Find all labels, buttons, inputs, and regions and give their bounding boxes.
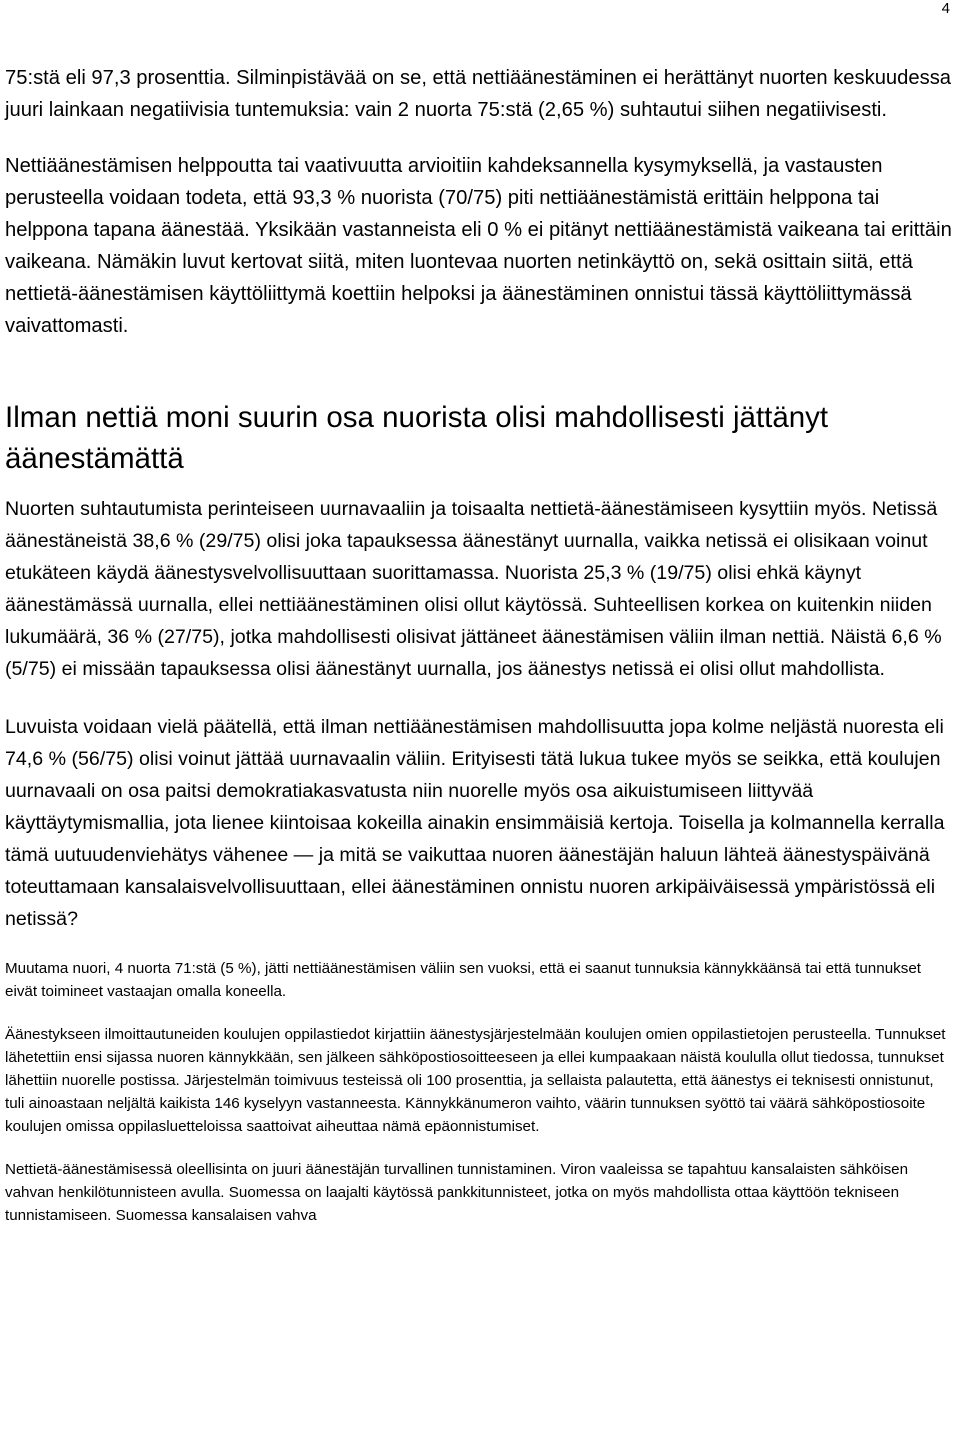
page-number: 4: [941, 0, 950, 17]
section-heading: Ilman nettiä moni suurin osa nuorista olisi mahdollisesti jättänyt äänestämättä: [5, 401, 829, 475]
paragraph-ballot-attitudes: Nuorten suhtautumista perinteiseen uurnavaaliin ja toisaalta nettietä-äänestämiseen kysyttiin myös. Netissä äänestäneistä 38,6 % (29/75) olisi joka tapauksessa äänestänyt uurnalla, vaikka netissä ei olisikaan voinut etukäteen käydä äänestysvelvollisuuttaan suorittamassa. Nuorista 25,3 % (19/75) olisi ehkä käynyt äänestämässä uurnalla, ellei nettiäänestäminen olisi ollut käytössä. Suhteellisen korkea on kuitenkin niiden lukumäärä, 36 % (27/75), jotka mahdollisesti olisivat jättäneet äänestämisen väliin ilman nettiä. Näistä 6,6 % (5/75) ei missään tapauksessa olisi äänestänyt uurnalla, jos äänestys netissä ei olisi ollut mahdollista.: [5, 498, 942, 680]
paragraph-intro-continuation: 75:stä eli 97,3 prosenttia. Silminpistävää on se, että nettiäänestäminen ei herättänyt nuorten keskuudessa juuri lainkaan negatiivisia tuntemuksia: vain 2 nuorta 75:stä (2,65 %) suhtautui siihen negatiivisesti.: [5, 67, 952, 121]
paragraph-registration-system: Äänestykseen ilmoittautuneiden koulujen oppilastiedot kirjattiin äänestysjärjestelmään koulujen omien oppilastietojen perusteella. Tunnukset lähetettiin ensi sijassa nuoren kännykkään, sen jälkeen sähköpostiosoitteeseen ja ellei kumpaakaan näistä koululla ollut tiedossa, tunnukset lähettiin nuorelle postissa. Järjestelmän toimivuus testeissä oli 100 prosenttia, ja sellaista palautetta, että äänestys ei teknisesti onnistunut, tuli ainoastaan neljältä kaikista 146 kyselyyn vastanneesta. Kännykkänumeron vaihto, väärin tunnuksen syöttö tai väärä sähköpostiosoite koulujen omissa oppilasluetteloissa saattoivat aiheuttaa nämä epäonnistumiset.: [5, 1026, 946, 1135]
document-body: [5, 62, 953, 1227]
paragraph-failed-credentials: Muutama nuori, 4 nuorta 71:stä (5 %), jätti nettiäänestämisen väliin sen vuoksi, että ei saanut tunnuksia kännykkäänsä tai että tunnukset eivät toimineet vastaajan omalla koneella.: [5, 960, 921, 1000]
paragraph-ease-of-voting: Nettiäänestämisen helppoutta tai vaativuutta arvioitiin kahdeksannella kysymyksellä, ja vastausten perusteella voidaan todeta, että 93,3 % nuorista (70/75) piti nettiäänestämistä erittäin helppona tai helppona tapana äänestää. Yksikään vastanneista eli 0 % ei pitänyt nettiäänestämistä vaikeana tai erittäin vaikeana. Nämäkin luvut kertovat siitä, miten luontevaa nuorten netinkäyttö on, sekä osittain siitä, että nettietä-äänestämisen käyttöliittymä koettiin helpoksi ja äänestäminen onnistui tässä käyttöliittymässä vaivattomasti.: [5, 155, 952, 337]
paragraph-conclusions: Luvuista voidaan vielä päätellä, että ilman nettiäänestämisen mahdollisuutta jopa kolme neljästä nuoresta eli 74,6 % (56/75) olisi voinut jättää uurnavaalin väliin. Erityisesti tätä lukua tukee myös se seikka, että koulujen uurnavaali on osa paitsi demokratiakasvatusta niin nuorelle myös osa aikuistumiseen liittyvää käyttäytymismallia, jota lienee kiintoisaa kokeilla ainakin ensimmäisiä kertoja. Toisella ja kolmannella kerralla tämä uutuudenviehätys vähenee — ja mitä se vaikuttaa nuoren äänestäjän haluun lähteä äänestyspäivänä toteuttamaan kansalaisvelvollisuuttaan, ellei äänestäminen onnistu nuoren arkipäiväisessä ympäristössä eli netissä?: [5, 716, 945, 930]
paragraph-identification: Nettietä-äänestämisessä oleellisinta on juuri äänestäjän turvallinen tunnistaminen. Viron vaaleissa se tapahtuu kansalaisten sähköisen vahvan henkilötunnisteen avulla. Suomessa on laajalti käytössä pankkitunnisteet, jotka on myös mahdollista ottaa käyttöön tekniseen tunnistamiseen. Suomessa kansalaisen vahva: [5, 1161, 909, 1224]
